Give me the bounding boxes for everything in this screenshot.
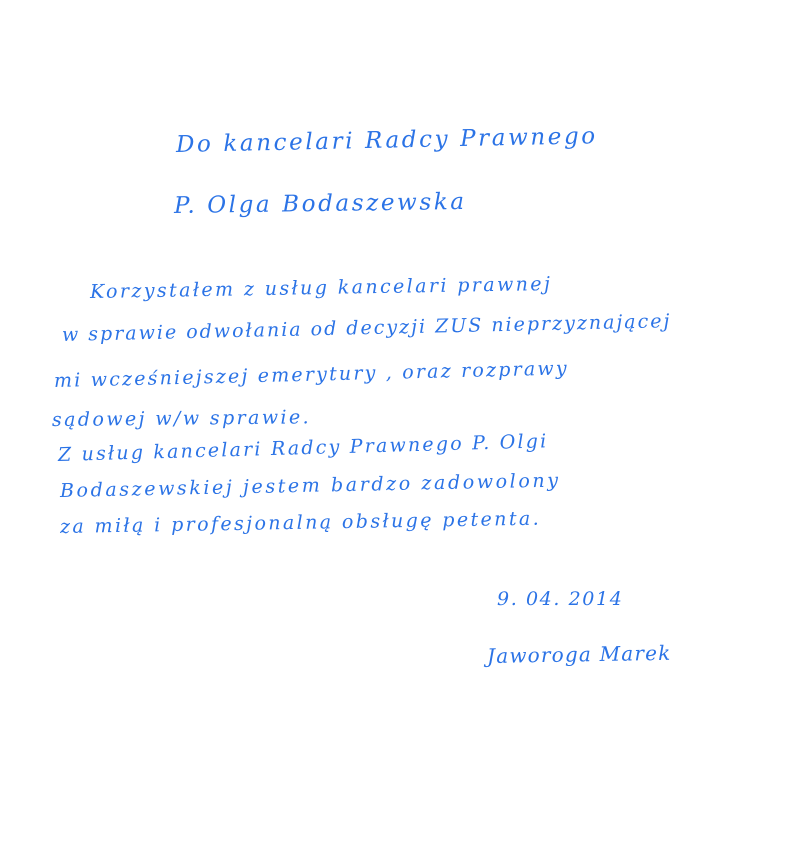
addressee-line: Do kancelari Radcy Prawnego bbox=[175, 123, 598, 158]
body-line-3: mi wcześniejszej emerytury , oraz rozprawy bbox=[53, 357, 570, 392]
body-line-2: w sprawie odwołania od decyzji ZUS nieprzyznającej bbox=[61, 310, 672, 346]
body-line-7: za miłą i profesjonalną obsługę petenta. bbox=[59, 507, 542, 538]
addressee-name: P. Olga Bodaszewska bbox=[173, 188, 467, 219]
body-line-5: Z usług kancelari Radcy Prawnego P. Olgi bbox=[57, 430, 549, 466]
letter-date: 9. 04. 2014 bbox=[497, 588, 624, 610]
signature: Jaworoga Marek bbox=[486, 640, 672, 668]
body-line-1: Korzystałem z usług kancelari prawnej bbox=[89, 272, 553, 303]
body-line-6: Bodaszewskiej jestem bardzo zadowolony bbox=[59, 469, 561, 502]
body-line-4: sądowej w/w sprawie. bbox=[51, 406, 312, 431]
